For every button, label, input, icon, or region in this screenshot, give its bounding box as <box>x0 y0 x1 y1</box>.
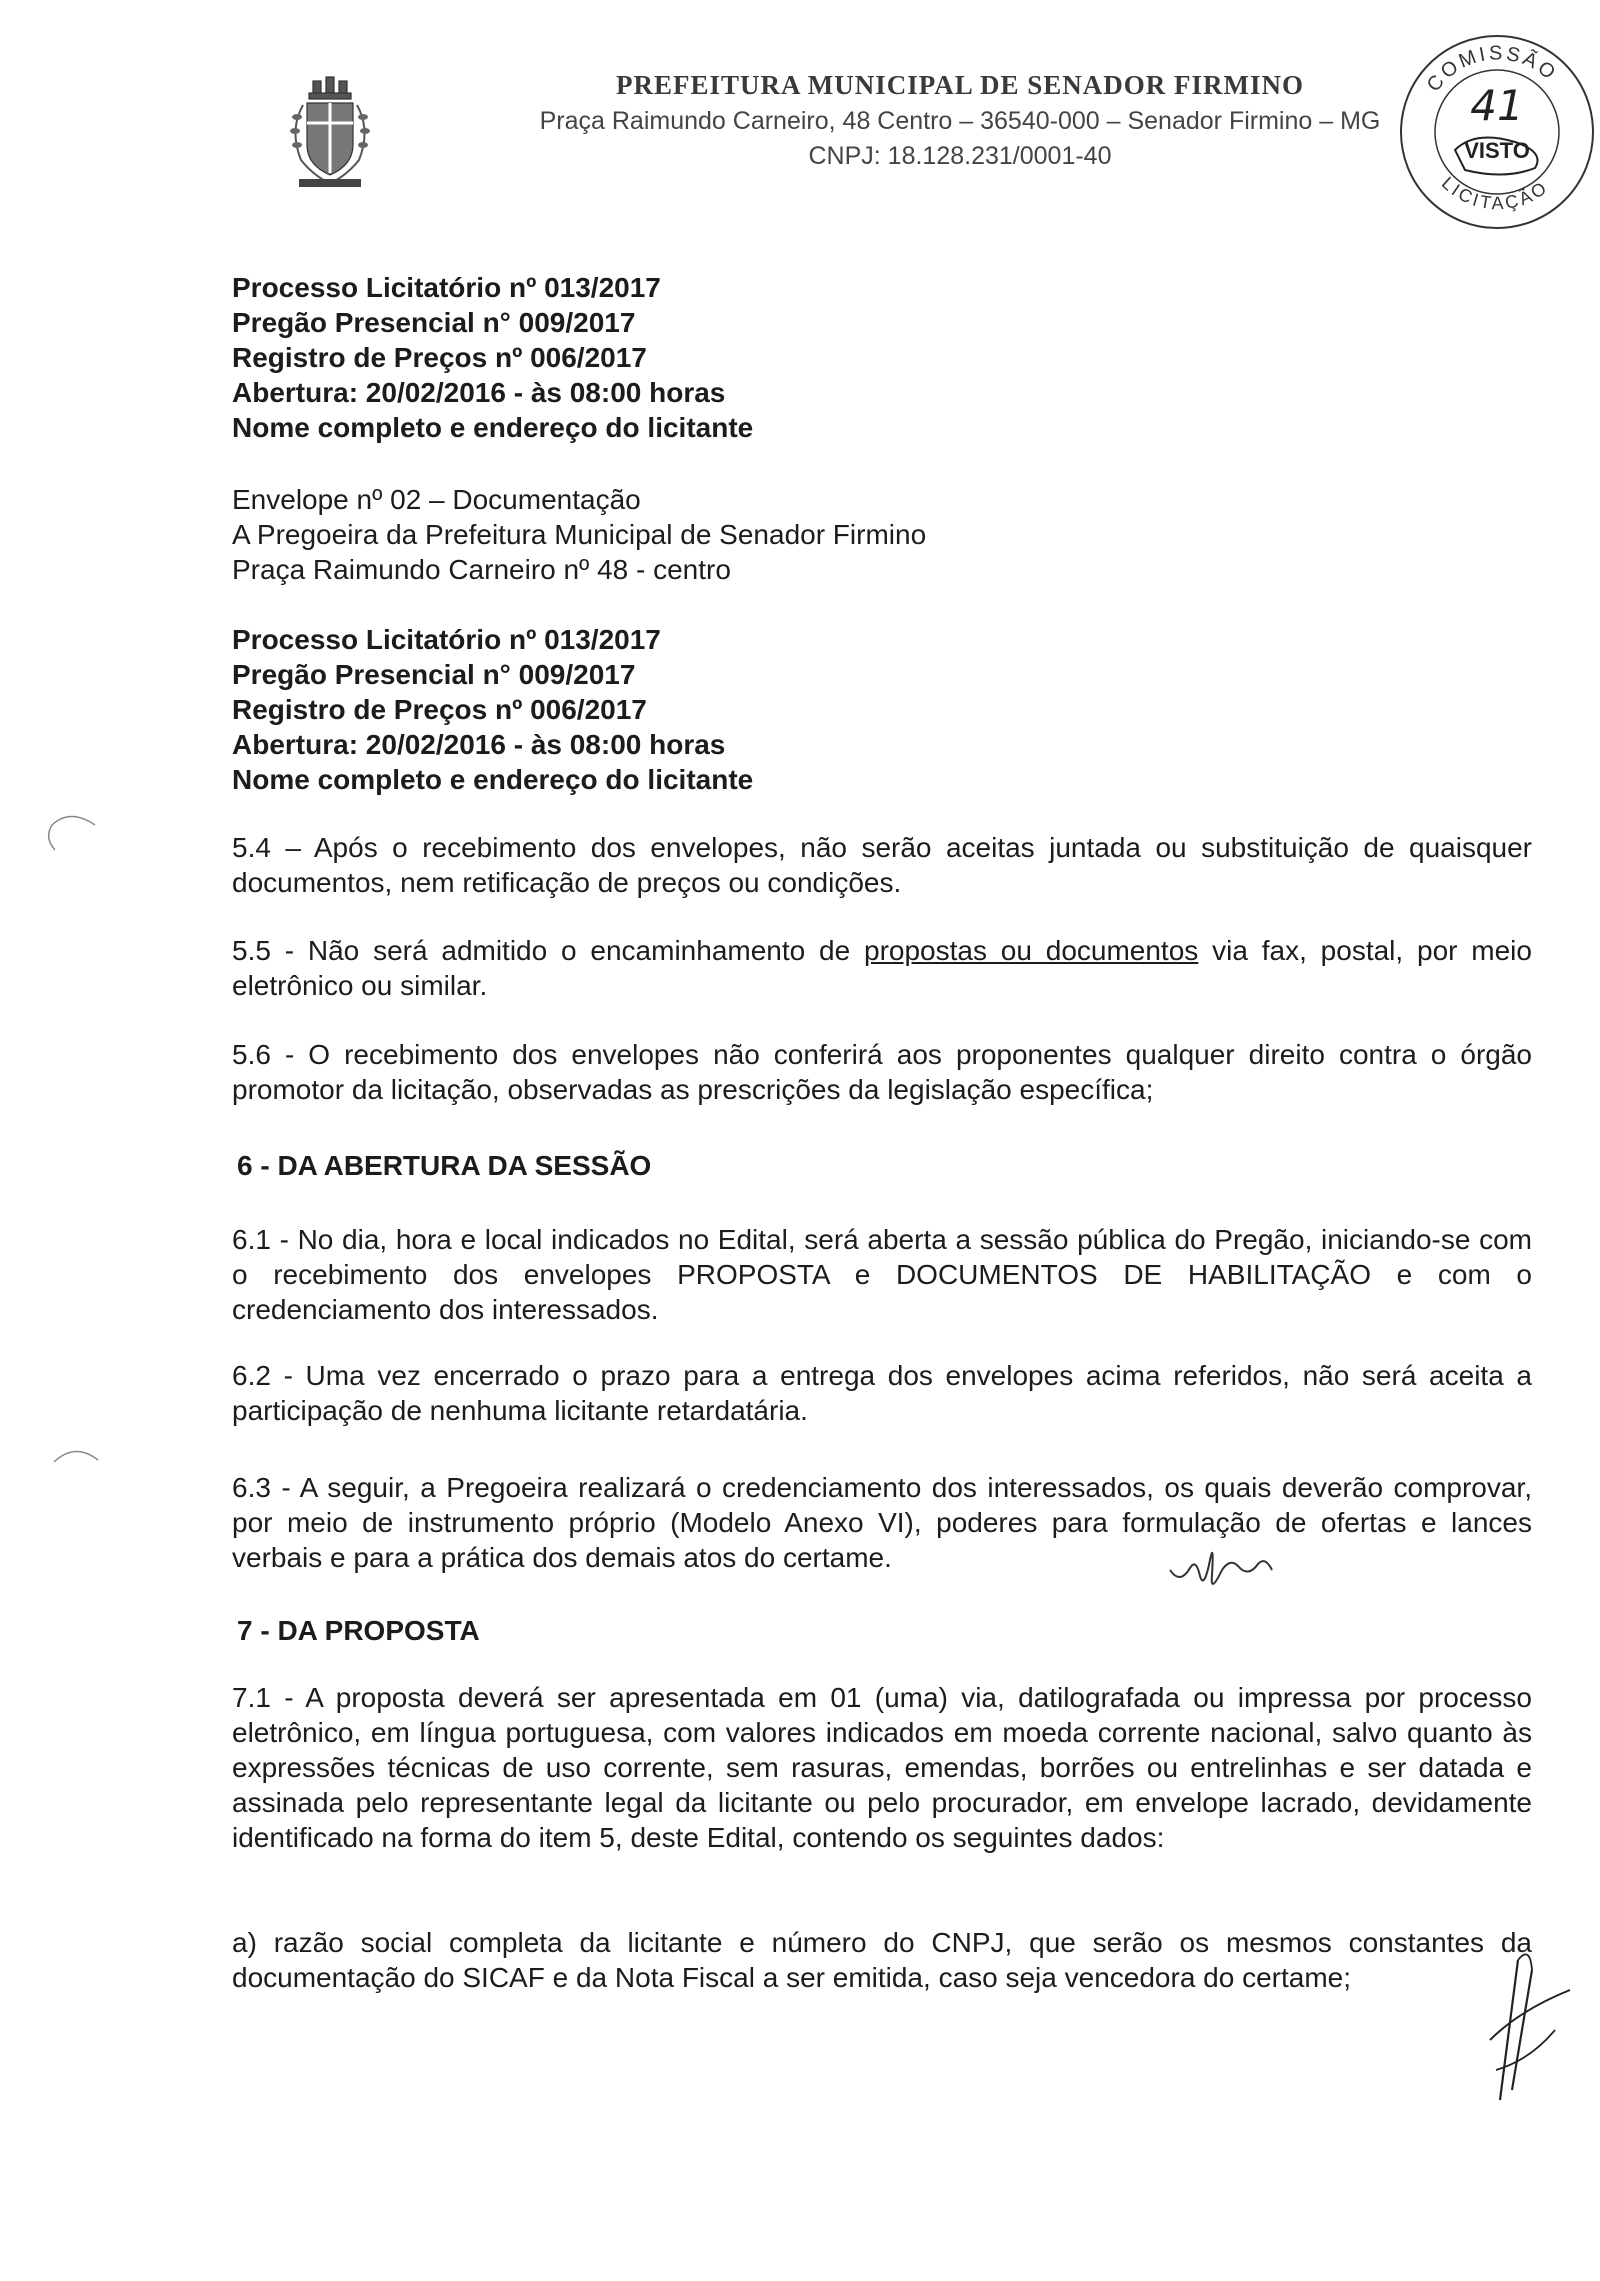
envelope-recipient: A Pregoeira da Prefeitura Municipal de Senador Firmino <box>232 519 927 550</box>
clause-5-5 <box>232 933 1532 1003</box>
letterhead-org: PREFEITURA MUNICIPAL DE SENADOR FIRMINO <box>615 70 1305 100</box>
svg-text:LICITAÇÃO <box>1438 173 1553 213</box>
letterhead-cnpj: CNPJ: 18.128.231/0001-40 <box>808 142 1112 170</box>
section-7-title: 7 - DA PROPOSTA <box>237 1615 480 1646</box>
clause-5-5-before: 5.5 - Não será admitido o encaminhamento de <box>232 935 864 966</box>
stamp-visto: VISTO <box>1464 138 1530 163</box>
municipal-crest-icon <box>285 75 375 190</box>
price-registry-number: Registro de Preços nº 006/2017 <box>232 342 647 373</box>
envelope-02-label <box>232 622 1532 797</box>
margin-mark-icon <box>40 1440 100 1480</box>
clause-5-4: 5.4 – Após o recebimento dos envelopes, não serão aceitas juntada ou substituição de quaisquer documentos, nem retificação de preços ou condições. <box>232 832 1532 898</box>
clause-6-1: 6.1 - No dia, hora e local indicados no Edital, será aberta a sessão pública do Pregão, iniciando-se com o recebimento dos envelopes PROPOSTA e DOCUMENTOS DE HABILITAÇÃO e com o credenciamento dos interessados. <box>232 1224 1532 1325</box>
auction-number: Pregão Presencial n° 009/2017 <box>232 659 636 690</box>
envelope-02-address <box>232 482 1532 587</box>
handwritten-initials <box>1160 1530 1280 1600</box>
price-registry-number: Registro de Preços nº 006/2017 <box>232 694 647 725</box>
letterhead <box>470 70 1450 171</box>
stamp-bottom-text: LICITAÇÃO <box>1437 172 1553 214</box>
envelope-street: Praça Raimundo Carneiro nº 48 - centro <box>232 554 731 585</box>
opening-datetime: Abertura: 20/02/2016 - às 08:00 horas <box>232 377 726 408</box>
opening-datetime: Abertura: 20/02/2016 - às 08:00 horas <box>232 729 726 760</box>
auction-number: Pregão Presencial n° 009/2017 <box>232 307 636 338</box>
margin-mark-icon <box>40 810 100 870</box>
clause-6-3: 6.3 - A seguir, a Pregoeira realizará o credenciamento dos interessados, os quais deverão comprovar, por meio de instrumento próprio (Modelo Anexo VI), poderes para formulação de ofertas e lances verbais e para a prática dos demais atos do certame. <box>232 1472 1532 1573</box>
clause-5-5-underlined: propostas ou documentos <box>864 935 1199 966</box>
section-6-title: 6 - DA ABERTURA DA SESSÃO <box>237 1150 652 1181</box>
commission-stamp <box>1395 30 1600 235</box>
letterhead-address: Praça Raimundo Carneiro, 48 Centro – 36540-000 – Senador Firmino – MG <box>539 107 1381 135</box>
stamp-top-text: COMISSÃO <box>1422 42 1562 97</box>
clause-7-1-a: a) razão social completa da licitante e número do CNPJ, que serão os mesmos constantes da documentação do SICAF e da Nota Fiscal a ser emitida, caso seja vencedora do certame; <box>232 1927 1532 1993</box>
clause-5-5-after: via fax, postal, por meio eletrônico ou similar. <box>232 935 1532 1001</box>
clause-7-1: 7.1 - A proposta deverá ser apresentada em 01 (uma) via, datilografada ou impressa por processo eletrônico, em língua portuguesa, com valores indicados em moeda corrente nacional, salvo quanto às expressões técnicas de uso corrente, sem rasuras, emendas, borrões ou entrelinhas e ser datada e assinada pelo representante legal da licitante ou pelo procurador, em envelope lacrado, devidamente identificado na forma do item 5, deste Edital, contendo os seguintes dados: <box>232 1682 1532 1853</box>
clause-5-6: 5.6 - O recebimento dos envelopes não conferirá aos proponentes qualquer direito contra o órgão promotor da licitação, observadas as prescrições da legislação específica; <box>232 1039 1532 1105</box>
bidder-name-address: Nome completo e endereço do licitante <box>232 764 754 795</box>
envelope-title: Envelope nº 02 – Documentação <box>232 484 641 515</box>
handwritten-signature <box>1460 1940 1580 2110</box>
bidder-name-address: Nome completo e endereço do licitante <box>232 412 754 443</box>
process-number: Processo Licitatório nº 013/2017 <box>232 272 661 303</box>
envelope-01-label <box>232 270 1532 445</box>
process-number: Processo Licitatório nº 013/2017 <box>232 624 661 655</box>
clause-6-2: 6.2 - Uma vez encerrado o prazo para a entrega dos envelopes acima referidos, não será aceita a participação de nenhuma licitante retardatária. <box>232 1360 1532 1426</box>
stamp-number: 41 <box>1470 81 1524 130</box>
